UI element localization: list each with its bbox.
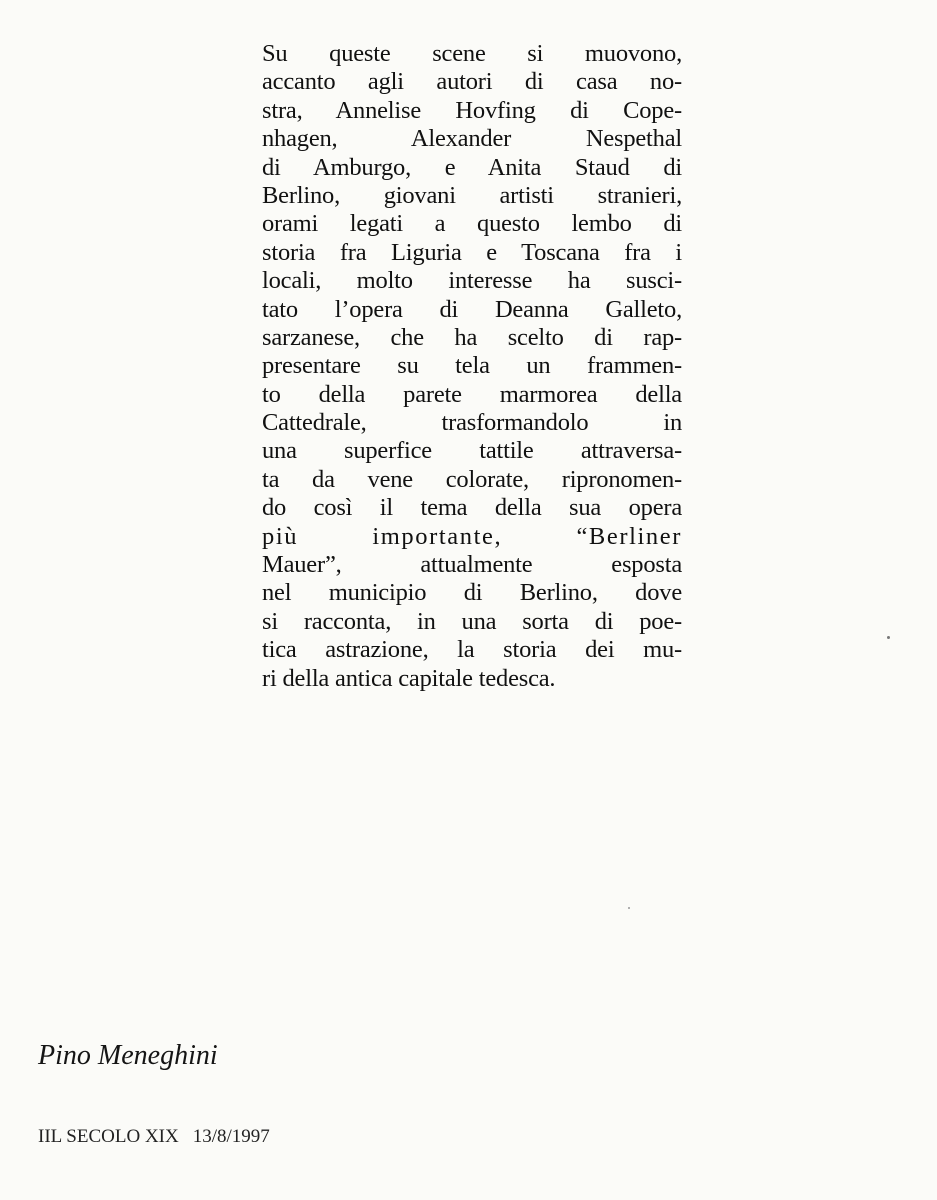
publication-name: IIL SECOLO XIX (38, 1126, 179, 1147)
article-line: tato l’opera di Deanna Galleto, (262, 295, 682, 323)
article-line: tica astrazione, la storia dei mu- (262, 636, 682, 664)
article-line: Mauer”, attualmente esposta (262, 551, 682, 579)
article-line: locali, molto interesse ha susci- (262, 267, 682, 295)
article-line: nel municipio di Berlino, dove (262, 579, 682, 607)
scan-speck (887, 636, 890, 639)
article-line: to della parete marmorea della (262, 380, 682, 408)
article-line: di Amburgo, e Anita Staud di (262, 153, 682, 181)
article-line: Berlino, giovani artisti stranieri, (262, 181, 682, 209)
article-line: ri della antica capitale tedesca. (262, 664, 556, 692)
author-signature: Pino Meneghini (38, 1040, 218, 1071)
article-line: stra, Annelise Hovfing di Cope- (262, 96, 682, 124)
article-line: Su queste scene si muovono, (262, 40, 682, 67)
article-line: orami legati a questo lembo di (262, 210, 682, 238)
article-line: storia fra Liguria e Toscana fra i (262, 238, 682, 266)
source-citation (38, 1126, 270, 1148)
article-line: si racconta, in una sorta di poe- (262, 607, 682, 635)
article-line: presentare su tela un frammen- (262, 352, 682, 380)
article-line: nhagen, Alexander Nespethal (262, 125, 682, 153)
scan-speck (628, 907, 630, 909)
newspaper-clipping (262, 40, 682, 693)
article-line: do così il tema della sua opera (262, 494, 682, 522)
article-line: ta da vene colorate, ripronomen- (262, 465, 682, 493)
article-line: una superfice tattile attraversa- (262, 437, 682, 465)
article-line: Cattedrale, trasformandolo in (262, 409, 682, 437)
publication-date: 13/8/1997 (192, 1126, 270, 1147)
article-line: accanto agli autori di casa no- (262, 68, 682, 96)
article-line: sarzanese, che ha scelto di rap- (262, 323, 682, 351)
article-line: più importante, “Berliner (262, 522, 682, 550)
